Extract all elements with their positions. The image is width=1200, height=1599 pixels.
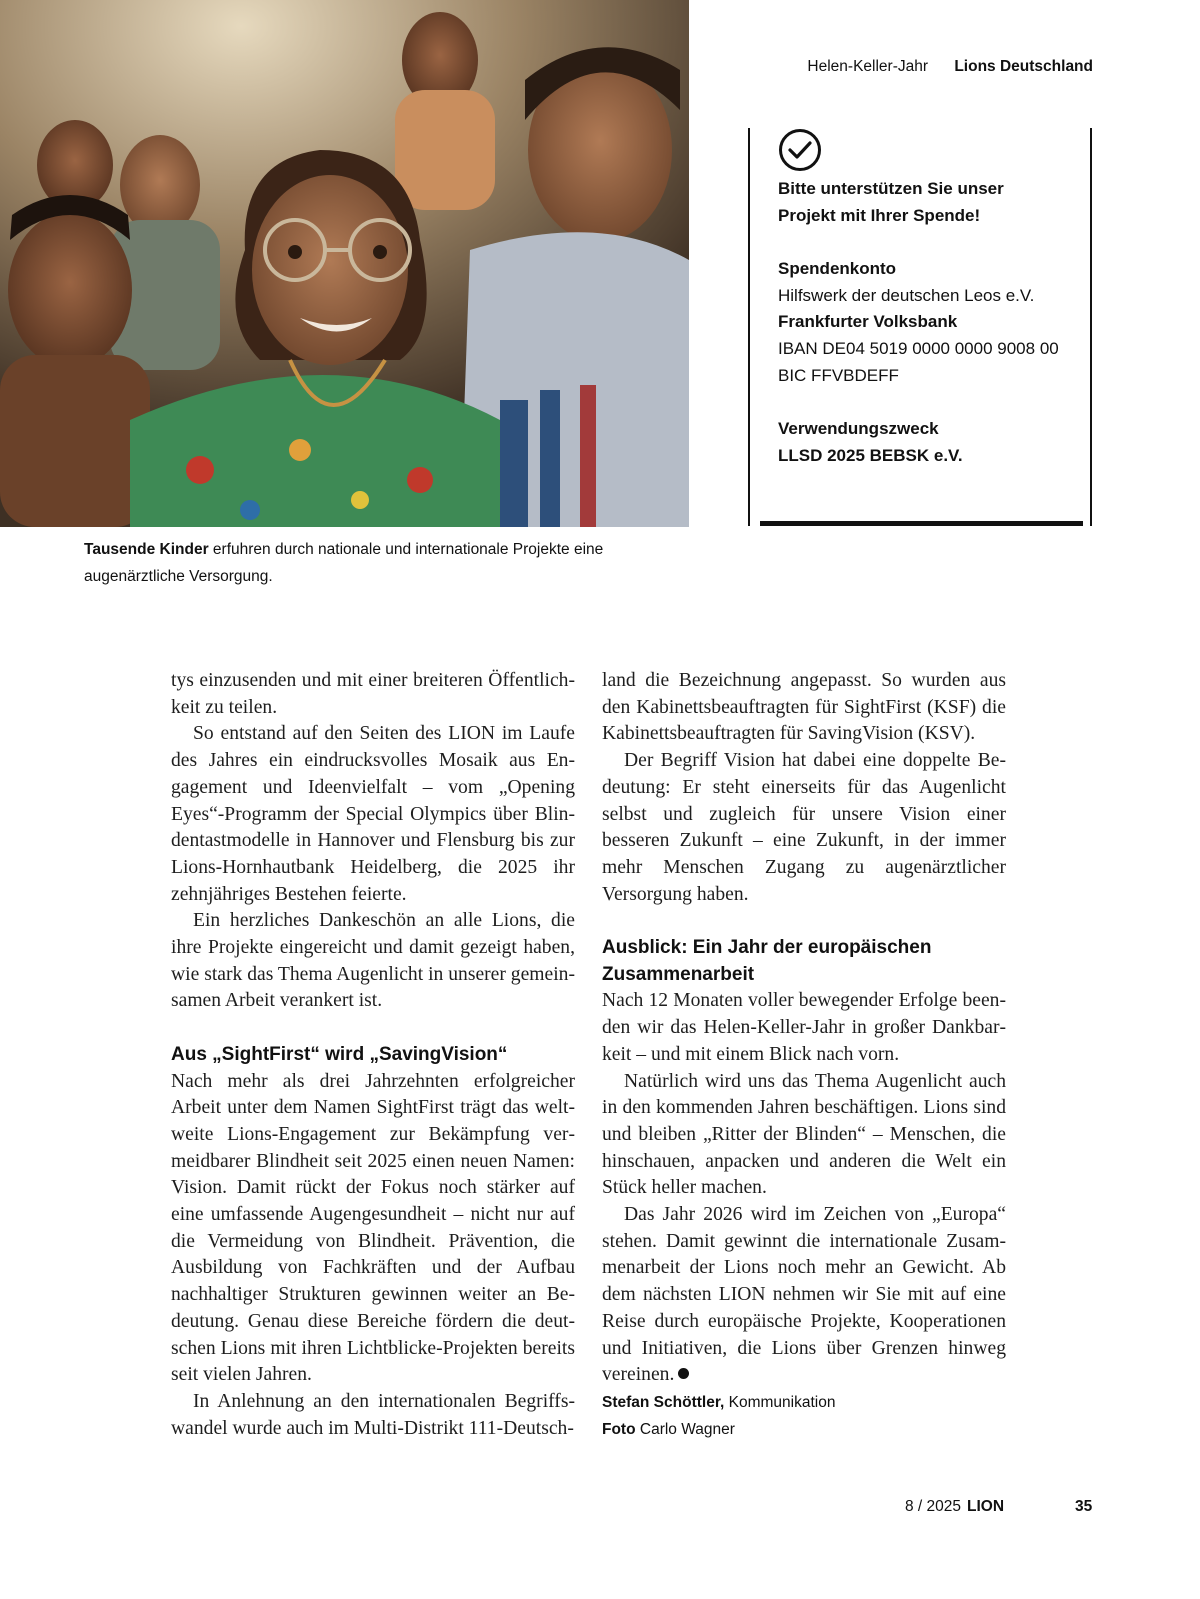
- running-header: [807, 58, 1093, 76]
- paragraph: tys einzusenden und mit einer breiteren Öffentlichkeit zu teilen.: [171, 670, 575, 718]
- section-title: Helen-Keller-Jahr: [807, 58, 929, 75]
- paragraph: land die Bezeichnung angepasst. So wurden aus den Kabinettsbeauftragten für SightFirst (KSF) die Kabinettsbeauftragten für SavingVision (KSV).: [602, 670, 1006, 745]
- purpose-reference: LLSD 2025 BEBSK e.V.: [778, 445, 963, 465]
- article-column-1: [171, 668, 575, 1442]
- author-name: Stefan Schöttler,: [602, 1394, 725, 1411]
- paragraph: Nach mehr als drei Jahrzehnten erfolgreicher Arbeit unter dem Namen SightFirst trägt das weltweite Lions-Engagement zur Bekämpfung vermeidbarer Blindheit seit 2025 einen neuen Namen: Vision. Damit rückt der Fokus noch stärker auf eine umfassende Augengesundheit – nicht nur auf die Vermeidung von Blindheit. Prävention, die Ausbildung von Fachkräften und der Aufbau nachhaltiger Strukturen gewinnen weiter an Bedeutung. Genau diese Bereiche fördern die deutschen Lions mit ihren Lichtblicke-Projekten bereits seit vielen Jahren.: [171, 1070, 575, 1386]
- purpose-title: Verwendungszweck: [778, 419, 939, 438]
- page-number: 35: [1075, 1498, 1093, 1515]
- bic: BIC FFVBDEFF: [778, 365, 899, 385]
- paragraph: Ein herzliches Dankeschön an alle Lions, die ihre Projekte eingereicht und damit gezeigt haben, wie stark das Thema Augenlicht in unserer gemeinsamen Arbeit verankert ist.: [171, 910, 575, 1012]
- photographer-name: Carlo Wagner: [635, 1421, 735, 1438]
- article-photo: [0, 0, 689, 527]
- photo-caption: [84, 536, 604, 590]
- author-role: Kommunikation: [724, 1394, 836, 1411]
- photo-credit-label: Foto: [602, 1421, 636, 1438]
- subheading: Aus „SightFirst“ wird „SavingVision“: [171, 1043, 508, 1065]
- box-bottom-rule: [760, 521, 1083, 526]
- paragraph: Der Begriff Vision hat dabei eine doppelte Bedeutung: Er steht einerseits für das Augenlicht selbst und zugleich für unsere Vision einer besseren Zukunft – eine Zukunft, in der immer mehr Menschen Zugang zu augenärztlicher Versorgung haben.: [602, 750, 1006, 905]
- donation-appeal: [778, 176, 1078, 229]
- publisher-name: Lions Deutschland: [954, 58, 1093, 75]
- subheading: Ausblick: Ein Jahr der europäischen Zusammenarbeit: [602, 937, 932, 985]
- caption-text: erfuhren durch nationale und internationale Projekte eine augenärztliche Versorgung.: [84, 541, 604, 585]
- issue-number: 8 / 2025: [905, 1498, 962, 1515]
- article-column-2: [602, 668, 1006, 1389]
- bank-name: Frankfurter Volksbank: [778, 312, 958, 332]
- account-holder: Hilfswerk der deutschen Leos e.V.: [778, 285, 1035, 305]
- iban: IBAN DE04 5019 0000 0000 9008 00: [778, 339, 1059, 359]
- paragraph: Natürlich wird uns das Thema Augenlicht auch in den kommenden Jahren beschäftigen. Lions sind und bleiben „Ritter der Blinden“ – Menschen, die hinschauen, anpacken und anderen die Welt ein Stück heller machen.: [602, 1070, 1006, 1199]
- payment-purpose: [778, 416, 1078, 469]
- photo-children-with-glasses: [0, 0, 689, 527]
- paragraph: So entstand auf den Seiten des LION im Laufe des Jahres ein eindrucksvolles Mosaik aus Engagement und Ideenvielfalt – vom „Opening Eyes“-Programm der Special Olympics über Blindentastmodelle in Hannover und Flensburg bis zur Lions-Hornhautbank Heidelberg, die 2025 ihr zehnjähriges Bestehen feierte.: [171, 723, 575, 905]
- appeal-line: Bitte unterstützen Sie unser: [778, 179, 1004, 198]
- checkmark-circle-icon: [778, 128, 822, 172]
- magazine-name: LION: [967, 1498, 1005, 1515]
- account-title: Spendenkonto: [778, 259, 897, 278]
- paragraph-text: Das Jahr 2026 wird im Zeichen von „Europa“ stehen. Damit gewinnt die internationale Zusammenarbeit der Lions noch mehr an Gewicht. Ab dem nächsten LION nehmen wir Sie mit auf eine Reise durch europäische Projekte, Kooperationen und Initiativen, die Lions über Grenzen hinweg vereinen.: [602, 1204, 1006, 1386]
- paragraph: [602, 1202, 1006, 1389]
- paragraph: In Anlehnung an den internationalen Begriffswandel wurde auch im Multi-Distrikt 111-Deutsch-: [171, 1390, 575, 1439]
- caption-lead: Tausende Kinder: [84, 541, 209, 558]
- bank-account: [778, 256, 1078, 390]
- paragraph: Nach 12 Monaten voller bewegender Erfolge beenden wir das Helen-Keller-Jahr in großer Dankbarkeit – und mit einem Blick nach vorn.: [602, 990, 1006, 1065]
- donation-box: [748, 128, 1092, 526]
- credits: [602, 1389, 1006, 1443]
- issue-info: [905, 1498, 1004, 1516]
- end-mark-icon: [678, 1368, 689, 1379]
- appeal-line: Projekt mit Ihrer Spende!: [778, 205, 981, 225]
